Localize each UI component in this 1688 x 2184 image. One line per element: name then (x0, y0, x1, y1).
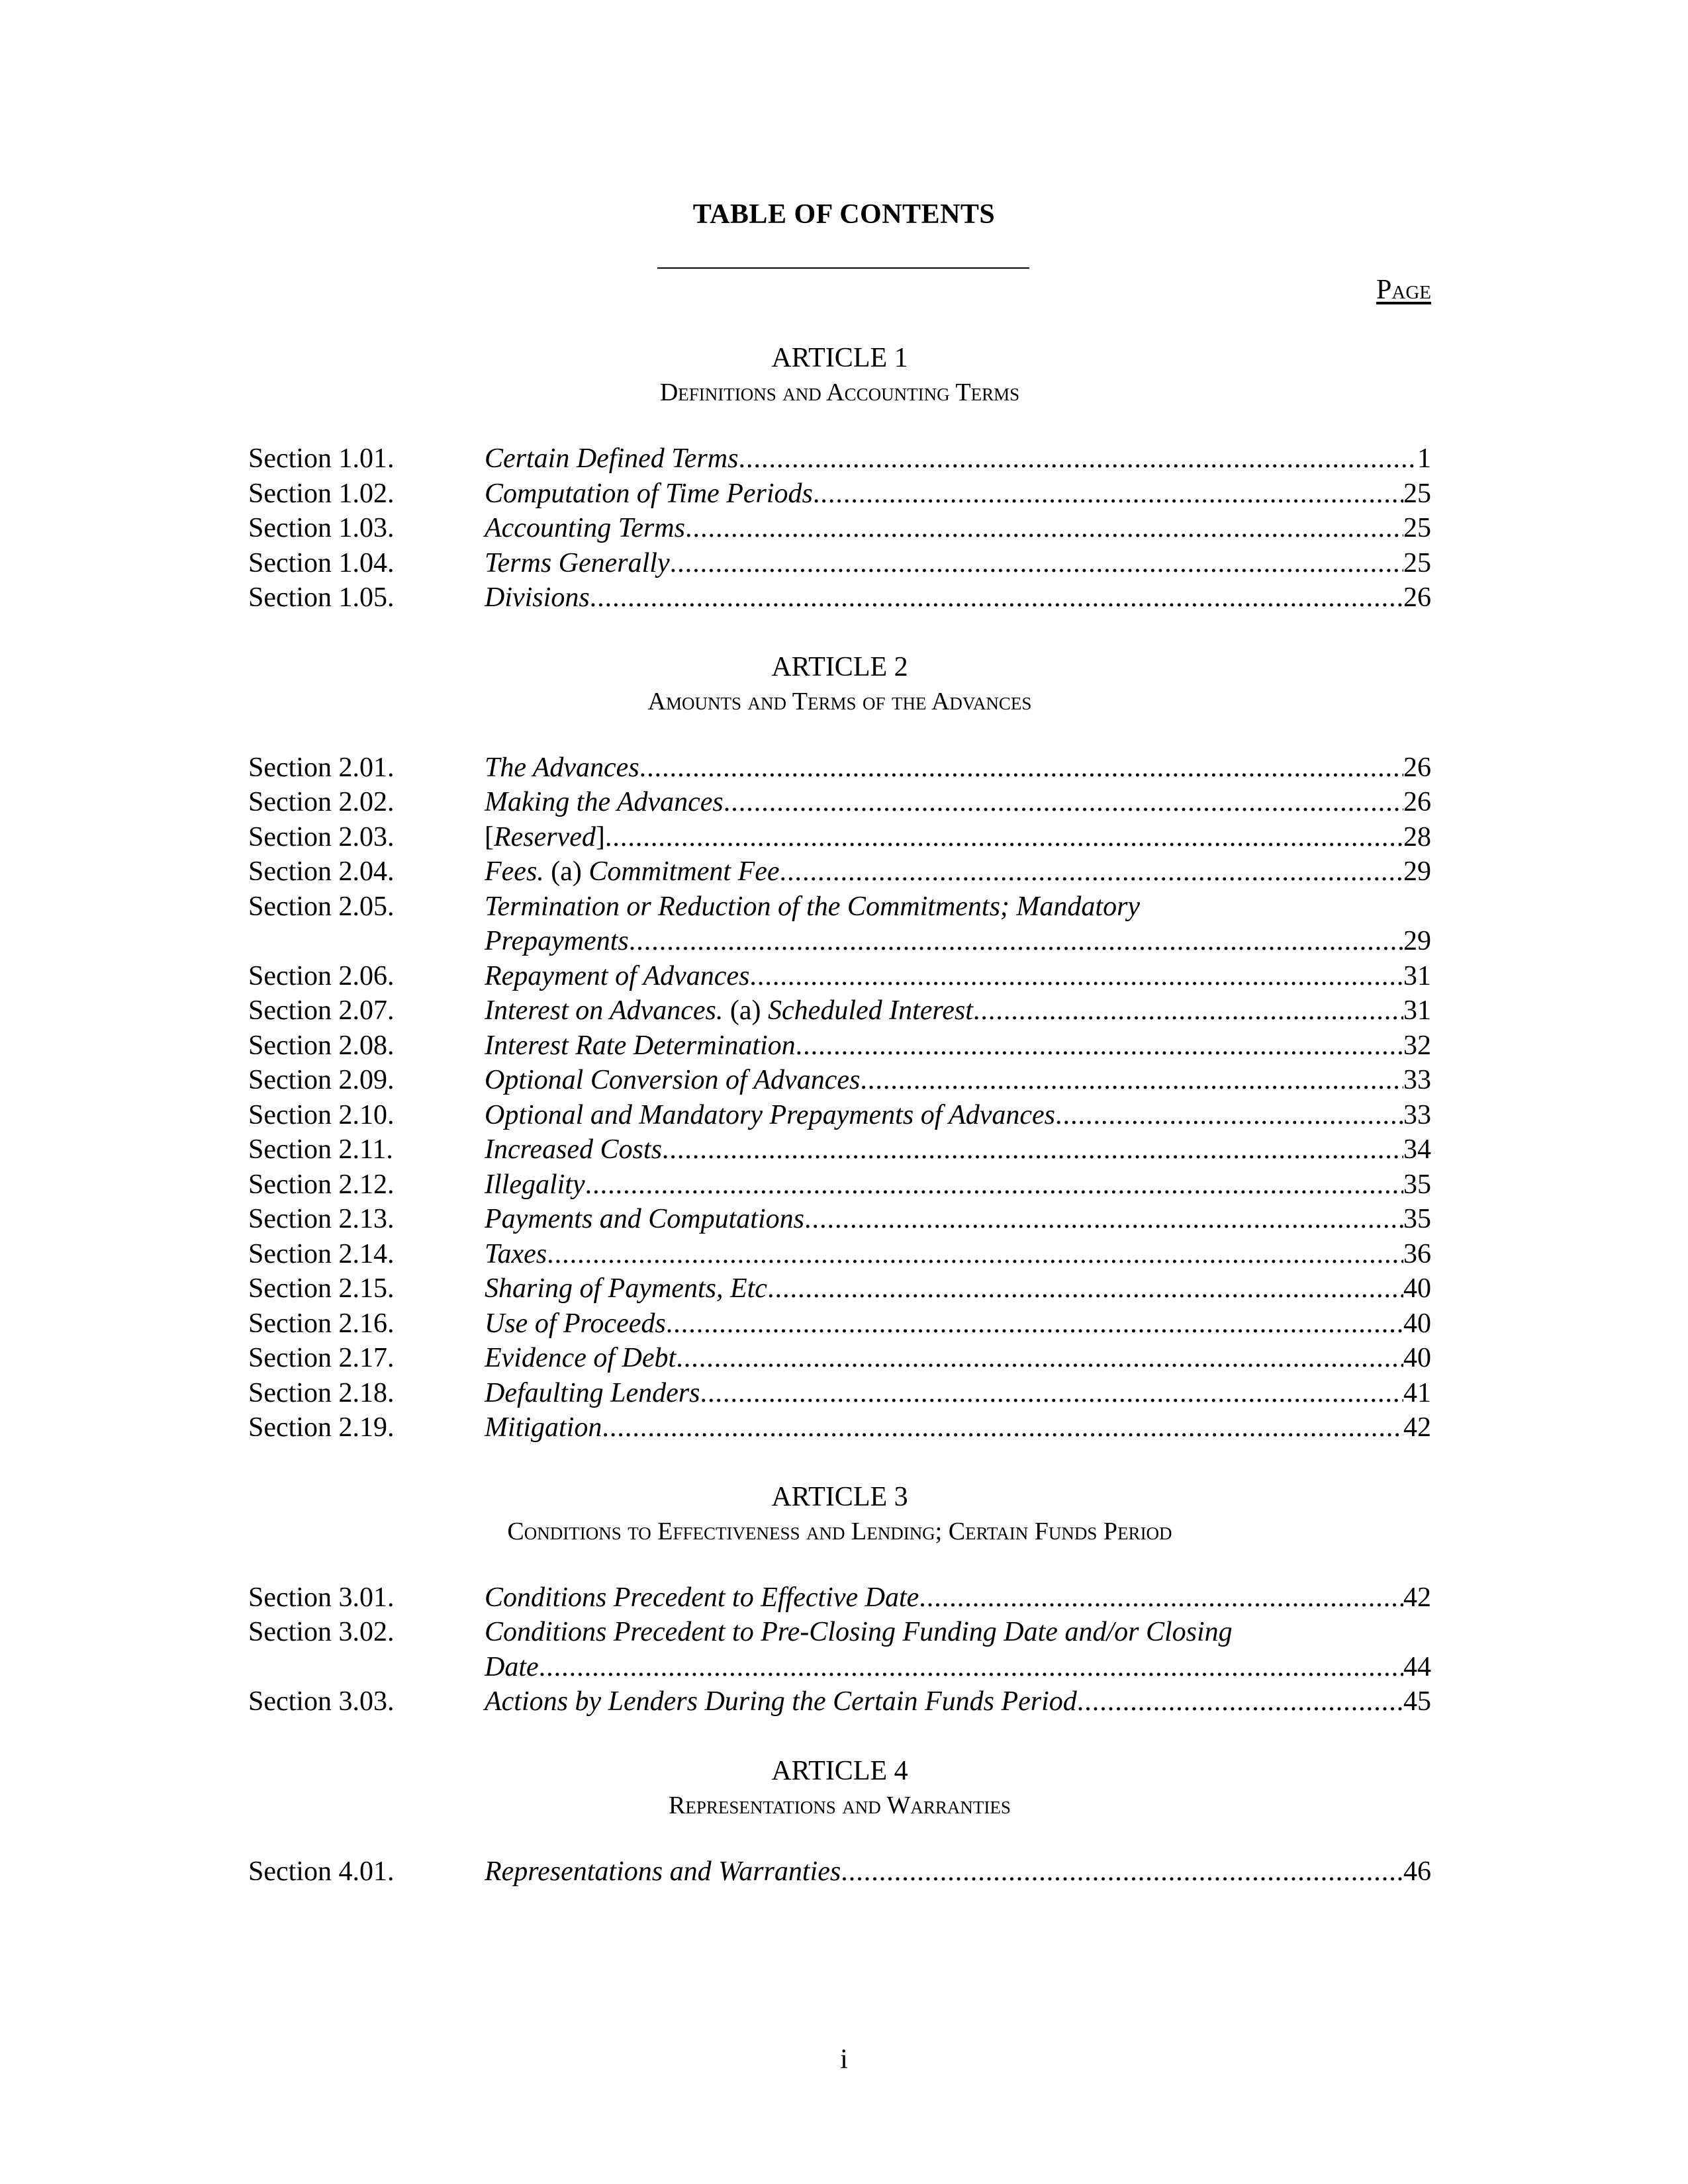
section-title (485, 1063, 860, 1098)
toc-entry[interactable] (248, 1202, 1431, 1237)
page-number: 28 (1403, 821, 1431, 852)
section-number: Section 1.02. (248, 478, 395, 509)
section-number: Section 2.02. (248, 787, 395, 817)
section-title-line (485, 924, 1431, 959)
page-number: 41 (1403, 1377, 1431, 1408)
section-title-block (485, 1306, 1431, 1342)
section-title-text: Evidence of Debt (485, 1343, 677, 1373)
section-title-block (485, 1237, 1431, 1272)
section-title-block (485, 1132, 1431, 1167)
dot-leader (605, 820, 1403, 855)
section-number: Section 2.11. (248, 1134, 393, 1165)
section-title-text: Mitigation (485, 1412, 602, 1443)
section-number: Section 2.05. (248, 891, 395, 922)
section-title-line (485, 1237, 1431, 1272)
section-title-text: Taxes (485, 1238, 547, 1269)
section-title (485, 820, 605, 855)
section-number: Section 3.01. (248, 1582, 395, 1613)
section-title-line (485, 546, 1431, 581)
toc-entry[interactable] (248, 1132, 1431, 1167)
section-list (248, 751, 1431, 1445)
section-number: Section 1.05. (248, 582, 395, 613)
section-title-block (485, 959, 1431, 994)
section-title-line (485, 959, 1431, 994)
toc-entry[interactable] (248, 1063, 1431, 1098)
section-title-text: Certain Defined Terms (485, 443, 739, 474)
dot-leader (700, 1376, 1403, 1411)
toc-entry[interactable] (248, 1410, 1431, 1445)
section-number: Section 2.09. (248, 1065, 395, 1095)
section-title-line (485, 820, 1431, 855)
page-number: 31 (1403, 995, 1431, 1026)
toc-entry[interactable] (248, 820, 1431, 855)
article-block (248, 1480, 1431, 1719)
page-number: 44 (1403, 1651, 1431, 1682)
section-title-line (485, 785, 1431, 820)
section-title-text: Conditions Precedent to Effective Date (485, 1582, 919, 1613)
section-title-line (485, 1854, 1431, 1889)
section-title (485, 1580, 919, 1615)
section-title (485, 924, 629, 959)
section-number: Section 2.08. (248, 1030, 395, 1061)
section-number: Section 2.18. (248, 1377, 395, 1408)
dot-leader (796, 1028, 1403, 1064)
section-title-text: Representations and Warranties (485, 1856, 841, 1887)
section-title-line (485, 1271, 1431, 1306)
bracket-open: [ (485, 821, 494, 852)
dot-leader (639, 751, 1403, 786)
toc-entry[interactable] (248, 546, 1431, 581)
section-title-block (485, 1615, 1431, 1684)
article-subtitle: Conditions to Effectiveness and Lending; Certain Funds Period (507, 1517, 1172, 1545)
section-title-block (485, 785, 1431, 820)
page-number: 40 (1403, 1343, 1431, 1373)
article-subtitle: Amounts and Terms of the Advances (647, 687, 1032, 715)
dot-leader (685, 511, 1403, 546)
article-heading: ARTICLE 1 (771, 343, 908, 373)
section-title-line (485, 1650, 1431, 1685)
section-number: Section 2.13. (248, 1204, 395, 1234)
section-title-text: Making the Advances (485, 787, 724, 817)
section-title-text: Defaulting Lenders (485, 1377, 700, 1408)
page-number-footer: i (840, 2044, 848, 2075)
section-title (485, 1098, 1055, 1133)
article-block (248, 1754, 1431, 1889)
page-number: 29 (1403, 856, 1431, 887)
section-title-line (485, 1098, 1431, 1133)
toc-entry[interactable] (248, 477, 1431, 512)
section-number: Section 4.01. (248, 1856, 395, 1887)
toc-entry[interactable] (248, 441, 1431, 477)
section-title (485, 441, 738, 477)
dot-leader (602, 1410, 1403, 1445)
subsection-marker: (a) (723, 995, 769, 1026)
section-number: Section 2.17. (248, 1343, 395, 1373)
toc-entry[interactable] (248, 993, 1431, 1028)
section-title (485, 580, 590, 615)
dot-leader (804, 1202, 1403, 1237)
section-title-block (485, 1580, 1431, 1615)
section-title-text: Actions by Lenders During the Certain Funds Period (485, 1686, 1077, 1717)
page-number: 36 (1403, 1238, 1431, 1269)
page-number: 29 (1403, 926, 1431, 956)
dot-leader (1077, 1684, 1403, 1719)
section-title-block (485, 889, 1431, 959)
section-title-line (485, 1132, 1431, 1167)
section-number: Section 2.14. (248, 1238, 395, 1269)
section-title-line (485, 1028, 1431, 1064)
subsection-title-text: Scheduled Interest (768, 995, 973, 1026)
section-title-line (485, 854, 1431, 889)
section-title-block (485, 993, 1431, 1028)
page-number: 26 (1403, 752, 1431, 783)
section-title (485, 854, 780, 889)
dot-leader (841, 1854, 1403, 1889)
dot-leader (919, 1580, 1403, 1615)
section-title-text: Divisions (485, 582, 590, 613)
section-number: Section 2.03. (248, 821, 395, 852)
section-title (485, 1684, 1077, 1719)
page-number: 33 (1403, 1099, 1431, 1130)
section-title-line (485, 580, 1431, 615)
section-title-block (485, 1271, 1431, 1306)
section-number: Section 1.03. (248, 513, 395, 543)
bracket-close: ] (595, 821, 605, 852)
section-list (248, 441, 1431, 615)
section-title-line: Conditions Precedent to Pre-Closing Funding Date and/or Closing (485, 1617, 1233, 1647)
section-title (485, 1132, 662, 1167)
section-title-text: Optional and Mandatory Prepayments of Advances (485, 1099, 1056, 1130)
toc-entry[interactable] (248, 1376, 1431, 1411)
toc-entry[interactable] (248, 889, 1431, 959)
section-number: Section 2.01. (248, 752, 395, 783)
toc-entry[interactable] (248, 1098, 1431, 1133)
section-title-block (485, 546, 1431, 581)
subsection-title-text: Commitment Fee (588, 856, 780, 887)
section-title-line (485, 1684, 1431, 1719)
toc-entry[interactable] (248, 1271, 1431, 1306)
section-title-line: Termination or Reduction of the Commitments; Mandatory (485, 891, 1141, 922)
toc-entry[interactable] (248, 580, 1431, 615)
section-title-line (485, 751, 1431, 786)
dot-leader (662, 1132, 1403, 1167)
section-title-block (485, 477, 1431, 512)
section-title (485, 477, 813, 512)
section-title (485, 1410, 602, 1445)
article-subtitle: Definitions and Accounting Terms (659, 379, 1020, 406)
section-number: Section 2.04. (248, 856, 395, 887)
section-number: Section 2.07. (248, 995, 395, 1026)
section-title-block (485, 1684, 1431, 1719)
section-title-line (485, 1063, 1431, 1098)
page-number: 45 (1403, 1686, 1431, 1717)
page-number: 33 (1403, 1065, 1431, 1095)
page-number: 25 (1403, 478, 1431, 509)
dot-leader (749, 959, 1403, 994)
section-title-text: Date (485, 1651, 539, 1682)
toc-entry[interactable] (248, 1237, 1431, 1272)
section-title-text: Reserved (494, 821, 596, 852)
section-title-text: Terms Generally (485, 547, 670, 578)
article-heading: ARTICLE 4 (771, 1755, 908, 1786)
section-title-line (485, 441, 1431, 477)
page-number: 35 (1403, 1169, 1431, 1200)
page-number: 25 (1403, 513, 1431, 543)
section-title-line (485, 993, 1431, 1028)
toc-entry[interactable] (248, 751, 1431, 786)
page-number: 42 (1403, 1582, 1431, 1613)
toc-entry[interactable] (248, 1580, 1431, 1615)
section-title-text: Use of Proceeds (485, 1308, 666, 1339)
section-title (485, 1376, 700, 1411)
dot-leader (973, 993, 1403, 1028)
section-title (485, 1028, 796, 1064)
toc-entry[interactable] (248, 1854, 1431, 1889)
dot-leader (1055, 1098, 1403, 1133)
section-title-line (485, 1341, 1431, 1376)
page-number: 40 (1403, 1273, 1431, 1304)
page-number: 32 (1403, 1030, 1431, 1061)
page-number: 31 (1403, 960, 1431, 991)
article-block (248, 650, 1431, 1445)
section-number: Section 2.06. (248, 960, 395, 991)
dot-leader (738, 441, 1417, 477)
section-number: Section 3.02. (248, 1617, 395, 1647)
section-number: Section 3.03. (248, 1686, 395, 1717)
toc-entry[interactable] (248, 511, 1431, 546)
section-title-text: Accounting Terms (485, 513, 685, 543)
section-title-line (485, 1580, 1431, 1615)
toc-entry[interactable] (248, 1615, 1431, 1684)
toc-entry[interactable] (248, 854, 1431, 889)
section-title (485, 1306, 666, 1342)
section-title-line (485, 1306, 1431, 1342)
dot-leader (780, 854, 1403, 889)
section-title (485, 1271, 767, 1306)
article-block (248, 341, 1431, 615)
section-title-block (485, 1098, 1431, 1133)
section-title-text: Optional Conversion of Advances (485, 1065, 861, 1095)
dot-leader (813, 477, 1403, 512)
toc-entry[interactable] (248, 1306, 1431, 1342)
page-number: 35 (1403, 1204, 1431, 1234)
section-title-block (485, 441, 1431, 477)
section-title-block (485, 1854, 1431, 1889)
section-number: Section 2.16. (248, 1308, 395, 1339)
section-title-line (485, 1167, 1431, 1203)
table-of-contents (248, 341, 1431, 1923)
section-title-text: Computation of Time Periods (485, 478, 813, 509)
section-list (248, 1580, 1431, 1719)
dot-leader (860, 1063, 1403, 1098)
dot-leader (767, 1271, 1403, 1306)
section-title-block (485, 511, 1431, 546)
page-number: 34 (1403, 1134, 1431, 1165)
section-number: Section 2.19. (248, 1412, 395, 1443)
section-title (485, 546, 670, 581)
section-title (485, 785, 724, 820)
dot-leader (666, 1306, 1403, 1342)
section-title (485, 751, 639, 786)
section-title-text: Sharing of Payments, Etc (485, 1273, 767, 1304)
section-title-block (485, 1063, 1431, 1098)
section-number: Section 2.10. (248, 1099, 395, 1130)
page-column-header: Page (1376, 275, 1431, 305)
section-number: Section 2.15. (248, 1273, 395, 1304)
section-number: Section 1.01. (248, 443, 395, 474)
section-title-line (485, 1202, 1431, 1237)
page-number: 1 (1417, 443, 1431, 474)
section-title-line (485, 477, 1431, 512)
section-title-block (485, 1202, 1431, 1237)
section-title (485, 993, 973, 1028)
section-title-text: Fees. (485, 856, 544, 887)
section-title (485, 1167, 585, 1203)
section-title-line (485, 511, 1431, 546)
dot-leader (539, 1650, 1403, 1685)
subsection-marker: (a) (543, 856, 589, 887)
section-number: Section 1.04. (248, 547, 395, 578)
section-title-block (485, 1341, 1431, 1376)
section-number: Section 2.12. (248, 1169, 395, 1200)
toc-entry[interactable] (248, 959, 1431, 994)
section-title-line (485, 1376, 1431, 1411)
section-title-block (485, 1376, 1431, 1411)
section-title (485, 1650, 539, 1685)
section-title (485, 1854, 841, 1889)
dot-leader (590, 580, 1403, 615)
page-number: 40 (1403, 1308, 1431, 1339)
section-title-line (485, 1410, 1431, 1445)
section-title-text: Payments and Computations (485, 1204, 804, 1234)
page-number: 42 (1403, 1412, 1431, 1443)
section-title (485, 1341, 676, 1376)
section-title-text: Interest Rate Determination (485, 1030, 796, 1061)
section-title-text: Increased Costs (485, 1134, 662, 1165)
toc-entry[interactable] (248, 1028, 1431, 1064)
section-title (485, 1237, 547, 1272)
section-list (248, 1854, 1431, 1889)
article-heading: ARTICLE 2 (771, 651, 908, 682)
article-subtitle: Representations and Warranties (669, 1791, 1011, 1819)
document-title: TABLE OF CONTENTS (692, 199, 996, 230)
toc-entry[interactable] (248, 1341, 1431, 1376)
section-title-block (485, 854, 1431, 889)
section-title-text: Interest on Advances. (485, 995, 724, 1026)
section-title-block (485, 1167, 1431, 1203)
article-heading: ARTICLE 3 (771, 1481, 908, 1512)
dot-leader (670, 546, 1403, 581)
section-title-block (485, 1410, 1431, 1445)
dot-leader (724, 785, 1403, 820)
section-title-text: Prepayments (485, 926, 629, 956)
section-title (485, 1202, 804, 1237)
section-title-block (485, 751, 1431, 786)
page-number: 26 (1403, 582, 1431, 613)
toc-entry[interactable] (248, 785, 1431, 820)
dot-leader (629, 924, 1403, 959)
section-title-text: Repayment of Advances (485, 960, 750, 991)
dot-leader (585, 1167, 1403, 1203)
section-title (485, 511, 685, 546)
toc-entry[interactable] (248, 1684, 1431, 1719)
page-number: 46 (1403, 1856, 1431, 1887)
dot-leader (676, 1341, 1403, 1376)
section-title-text: The Advances (485, 752, 639, 783)
page-number: 25 (1403, 547, 1431, 578)
title-underline-rule (657, 267, 1029, 269)
section-title-text: Illegality (485, 1169, 585, 1200)
section-title (485, 959, 749, 994)
section-title-block (485, 820, 1431, 855)
toc-entry[interactable] (248, 1167, 1431, 1203)
section-title-block (485, 1028, 1431, 1064)
dot-leader (547, 1237, 1403, 1272)
page-number: 26 (1403, 787, 1431, 817)
section-title-block (485, 580, 1431, 615)
